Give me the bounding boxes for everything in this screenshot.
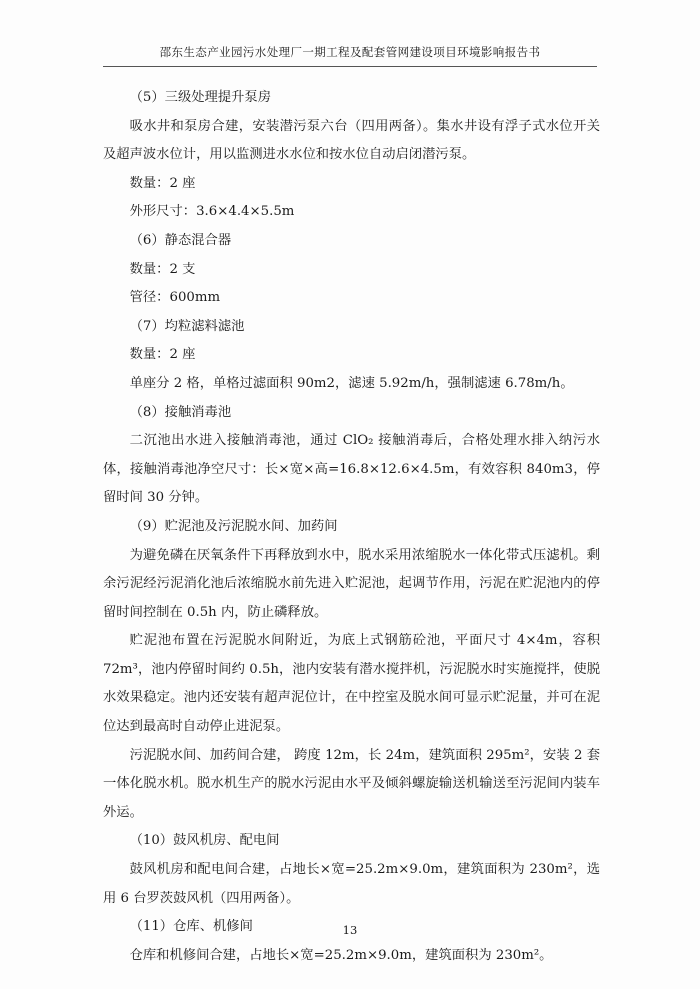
paragraph: 贮泥池布置在污泥脱水间附近，为底上式钢筋砼池，平面尺寸 4×4m，容积 72m³，池内停留时间约 0.5h，池内安装有潜水搅拌机，污泥脱水时实施搅拌，使脱水效果稳定。池内还安装有超声泥位计，在中控室及脱水间可显示贮泥量，并可在泥位达到最高时自动停止进泥泵。 bbox=[103, 633, 600, 735]
paragraph: 为避免磷在厌氧条件下再释放到水中，脱水采用浓缩脱水一体化带式压滤机。剩余污泥经污泥消化池后浓缩脱水前先进入贮泥池，起调节作用，污泥在贮泥池内的停留时间控制在 0.5h 内，防止磷释放。 bbox=[103, 547, 600, 620]
paragraph: 污泥脱水间、加药间合建， 跨度 12m，长 24m，建筑面积 295m²，安装 2 套一体化脱水机。脱水机生产的脱水污泥由水平及倾斜螺旋输送机输送至污泥间内装车外运。 bbox=[103, 747, 600, 820]
paragraph: 数量：2 座 bbox=[129, 347, 196, 363]
paragraph: 鼓风机房和配电间合建，占地长×宽=25.2m×9.0m，建筑面积为 230m²，选用 6 台罗茨鼓风机（四用两备）。 bbox=[103, 862, 600, 906]
paragraph: （11）仓库、机修间 bbox=[129, 919, 253, 935]
document-body bbox=[103, 84, 600, 970]
paragraph: （8）接触消毒池 bbox=[129, 404, 232, 420]
page-footer bbox=[0, 923, 700, 937]
paragraph: 吸水井和泵房合建，安装潜污泵六台（四用两备）。集水井设有浮子式水位开关及超声波水位计，用以监测进水水位和按水位自动启闭潜污泵。 bbox=[103, 118, 600, 163]
paragraph: （6）静态混合器 bbox=[129, 232, 232, 248]
header-title: 邵东生态产业园污水处理厂一期工程及配套管网建设项目环境影响报告书 bbox=[159, 45, 541, 59]
paragraph: 二沉池出水进入接触消毒池，通过 ClO₂ 接触消毒后，合格处理水排入纳污水体，接触消毒池净空尺寸：长×宽×高=16.8×12.6×4.5m，有效容积 840m3，停留时间 30 分钟。 bbox=[103, 433, 600, 506]
paragraph: 单座分 2 格，单格过滤面积 90m2，滤速 5.92m/h，强制滤速 6.78m/h。 bbox=[129, 375, 574, 391]
paragraph: （9）贮泥池及污泥脱水间、加药间 bbox=[129, 518, 338, 534]
paragraph: 管径：600mm bbox=[129, 290, 221, 306]
paragraph: （10）鼓风机房、配电间 bbox=[129, 833, 280, 849]
paragraph: 仓库和机修间合建，占地长×宽=25.2m×9.0m，建筑面积为 230m²。 bbox=[129, 947, 553, 963]
header-divider bbox=[103, 66, 597, 67]
paragraph: 外形尺寸：3.6×4.4×5.5m bbox=[129, 204, 295, 220]
page-number: 13 bbox=[342, 923, 358, 937]
paragraph: （7）均粒滤料滤池 bbox=[129, 318, 245, 334]
paragraph: 数量：2 座 bbox=[129, 175, 196, 191]
paragraph: （5）三级处理提升泵房 bbox=[129, 90, 272, 105]
page-header bbox=[0, 44, 700, 60]
paragraph: 数量：2 支 bbox=[129, 261, 196, 277]
